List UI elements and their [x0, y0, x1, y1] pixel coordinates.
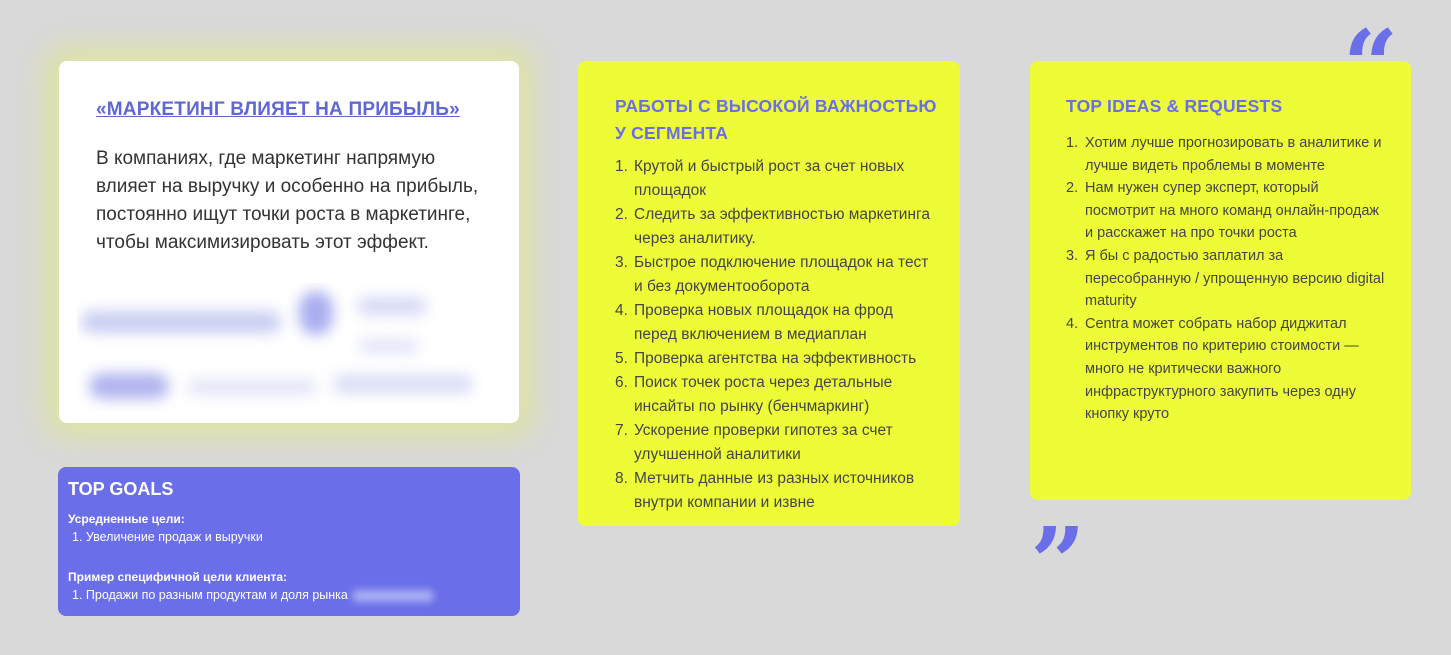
item-number: 1.	[1066, 135, 1079, 151]
jobs-list	[615, 155, 940, 515]
list-item	[1066, 132, 1391, 177]
item-text: Ускорение проверки гипотез за счет улучшенной аналитики	[634, 422, 893, 463]
list-item	[615, 347, 940, 371]
item-text: Проверка агентства на эффективность	[634, 350, 917, 367]
list-item	[615, 299, 940, 347]
blurred-content	[77, 283, 489, 411]
ideas-list	[1066, 132, 1391, 426]
list-item	[1066, 245, 1391, 313]
list-item	[615, 251, 940, 299]
item-text: Centra может собрать набор диджитал инструментов по критерию стоимости — много не критически важного инфраструктурного закупить через одну кнопку круто	[1085, 315, 1359, 423]
specific-goal-text: 1. Продажи по разным продуктам и доля рынка	[72, 588, 348, 602]
specific-goal-label: Пример специфичной цели клиента:	[68, 570, 288, 584]
item-text: Метчить данные из разных источников внутри компании и извне	[634, 470, 915, 511]
item-text: Быстрое подключение площадок на тест и без документооборота	[634, 254, 929, 295]
top-ideas-card	[1030, 61, 1411, 500]
list-item	[615, 467, 940, 515]
average-goals-list	[72, 530, 510, 544]
high-importance-jobs-card	[578, 61, 960, 526]
specific-goals-list	[72, 588, 510, 602]
list-item	[1066, 177, 1391, 245]
item-number: 5.	[615, 350, 628, 367]
item-number: 6.	[615, 374, 628, 391]
goals-title: TOP GOALS	[68, 479, 174, 499]
item-text: Проверка новых площадок на фрод перед включением в медиаплан	[634, 302, 893, 343]
item-number: 7.	[615, 422, 628, 439]
quote-title-link[interactable]: «МАРКЕТИНГ ВЛИЯЕТ НА ПРИБЫЛЬ»	[96, 99, 460, 120]
item-number: 4.	[615, 302, 628, 319]
marketing-quote-card	[59, 61, 519, 423]
item-number: 8.	[615, 470, 628, 487]
list-item	[615, 419, 940, 467]
item-text: Я бы с радостью заплатил за пересобранную / упрощенную версию digital maturity	[1085, 247, 1385, 310]
item-text: Хотим лучше прогнозировать в аналитике и лучше видеть проблемы в моменте	[1085, 135, 1382, 174]
list-item: 1. Увеличение продаж и выручки	[72, 530, 263, 544]
list-item	[615, 371, 940, 419]
item-text: Следить за эффективностью маркетинга через аналитику.	[634, 206, 930, 247]
item-number: 2.	[615, 206, 628, 223]
top-goals-card	[58, 467, 520, 616]
item-text: Крутой и быстрый рост за счет новых площадок	[634, 158, 905, 199]
item-number: 3.	[1066, 247, 1079, 264]
list-item	[72, 588, 510, 602]
jobs-heading: РАБОТЫ С ВЫСОКОЙ ВАЖНОСТЬЮ У СЕГМЕНТА	[615, 96, 937, 143]
average-goals-label: Усредненные цели:	[68, 512, 185, 526]
item-number: 4.	[1066, 315, 1079, 332]
item-text: Поиск точек роста через детальные инсайты по рынку (бенчмаркинг)	[634, 374, 893, 415]
list-item	[1066, 313, 1391, 426]
close-quote-icon: „	[1032, 451, 1088, 564]
item-number: 1.	[615, 158, 628, 175]
item-number: 2.	[1066, 180, 1079, 197]
open-quote-icon: “	[1343, 9, 1399, 122]
list-item	[615, 203, 940, 251]
item-number: 3.	[615, 254, 628, 271]
item-text: Нам нужен супер эксперт, который посмотрит на много команд онлайн-продаж и расскажет на про точки роста	[1085, 180, 1380, 242]
ideas-heading: TOP IDEAS & REQUESTS	[1066, 96, 1283, 116]
blurred-text	[352, 590, 434, 602]
list-item	[615, 155, 940, 203]
quote-body-text: В компаниях, где маркетинг напрямую влияет на выручку и особенно на прибыль, постоянно ищут точки роста в маркетинге, чтобы максимизировать этот эффект.	[96, 148, 479, 253]
